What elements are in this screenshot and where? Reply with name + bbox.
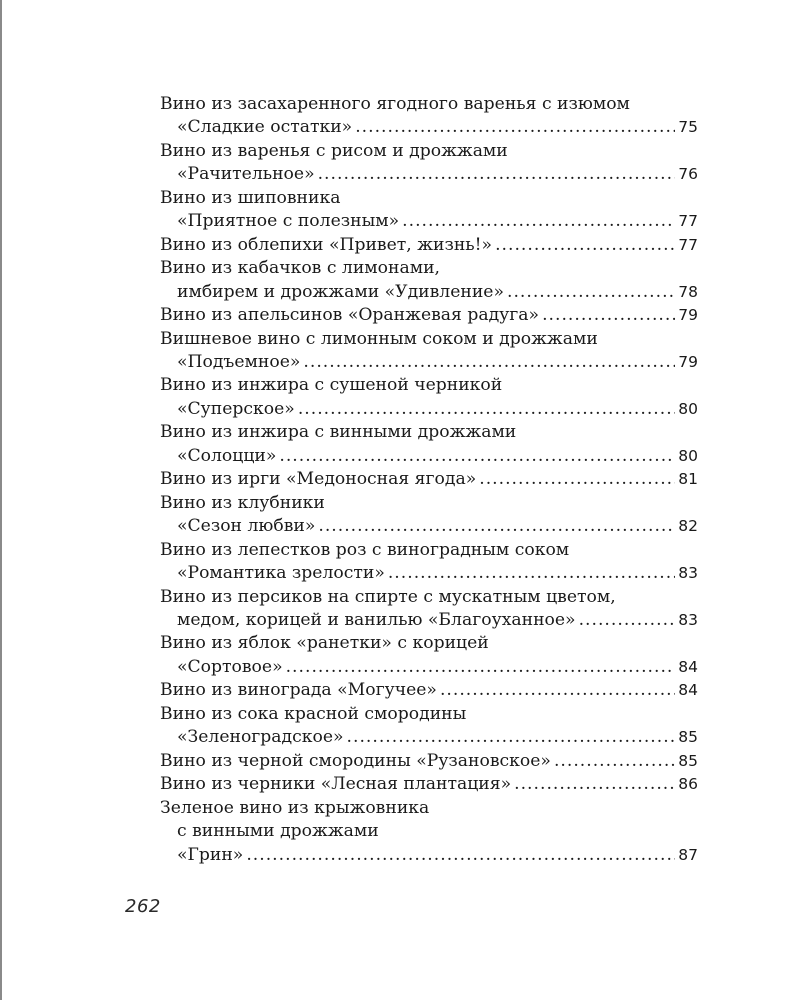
leader-dots [554,750,675,773]
toc-page-number: 87 [678,845,698,864]
toc-entry-title: «Зеленоградское» [177,727,344,748]
toc-entry-final-line [160,281,698,304]
toc-entry [160,797,698,867]
toc-entry-title: «Рачительное» [177,164,315,185]
leader-dots [246,844,675,867]
toc-page-number: 85 [678,751,698,770]
toc-entry [160,234,698,257]
toc-entry-final-line [160,398,698,421]
toc-entry-title: Вино из черной смородины «Рузановское» [160,750,551,771]
toc-entry-title: «Сезон любви» [177,516,316,537]
toc-entry-final-line [160,726,698,749]
toc-entry [160,140,698,187]
toc-entry-line: Зеленое вино из крыжовника [160,797,430,818]
toc-entry-final-line [160,210,698,233]
toc-entry-line: Вино из шиповника [160,187,341,208]
toc-entry-final-line [160,609,698,632]
toc-page-number: 82 [678,517,698,536]
toc-entry-final-line [160,562,698,585]
toc-entry [160,187,698,234]
toc-entry [160,703,698,750]
page-number: 262 [125,896,161,917]
toc-entry-title: Вино из апельсинов «Оранжевая радуга» [160,305,540,326]
toc-entry-final-line [160,304,698,327]
leader-dots [388,562,675,585]
toc-entry [160,93,698,140]
toc-entry-line: Вино из сока красной смородины [160,703,467,724]
toc-entry [160,304,698,327]
toc-entry-line: Вино из кабачков с лимонами, [160,258,440,279]
toc-entry-line: Вино из яблок «ранетки» с корицей [160,633,489,654]
toc-page-number: 84 [678,657,698,676]
toc-entry-final-line [160,468,698,491]
toc-page-number: 78 [678,282,698,301]
toc-page-number: 79 [678,306,698,325]
toc-page-number: 77 [678,212,698,231]
toc-entry [160,632,698,679]
toc-entry [160,679,698,702]
toc-entry-title: Вино из ирги «Медоносная ягода» [160,469,477,490]
toc-entry-title: «Суперское» [177,398,295,419]
toc-entry [160,750,698,773]
leader-dots [440,679,675,702]
leader-dots [579,609,675,632]
toc-page-number: 77 [678,235,698,254]
toc-entry [160,773,698,796]
toc-entry-line: Вино из лепестков роз с виноградным соком [160,539,570,560]
toc-entry-title: «Грин» [177,844,244,865]
leader-dots [495,234,675,257]
leader-dots [303,351,675,374]
toc-entry-line: Вино из инжира с сушеной черникой [160,375,503,396]
toc-entry [160,492,698,539]
leader-dots [355,116,675,139]
toc-entry-title: «Сладкие остатки» [177,117,353,138]
toc-entry-title: «Сортовое» [177,656,283,677]
leader-dots [507,281,675,304]
leader-dots [318,163,675,186]
toc-page-number: 80 [678,399,698,418]
table-of-contents [160,93,698,867]
toc-entry-final-line [160,844,698,867]
toc-page-number: 84 [678,681,698,700]
leader-dots [514,773,675,796]
page-edge-rule [0,0,2,1000]
toc-entry-final-line [160,515,698,538]
toc-page-number: 76 [678,165,698,184]
toc-entry-final-line [160,445,698,468]
toc-entry-line: Вино из персиков на спирте с мускатным цветом, [160,586,616,607]
toc-entry-line: Вишневое вино с лимонным соком и дрожжами [160,328,598,349]
toc-entry-final-line [160,116,698,139]
toc-entry-final-line [160,656,698,679]
leader-dots [286,656,675,679]
toc-entry [160,421,698,468]
toc-page-number: 83 [678,610,698,629]
toc-entry [160,468,698,491]
toc-entry [160,374,698,421]
toc-entry-final-line [160,773,698,796]
leader-dots [542,304,675,327]
leader-dots [279,445,675,468]
toc-entry-final-line [160,679,698,702]
toc-entry-line: Вино из засахаренного ягодного варенья с изюмом [160,94,630,114]
toc-entry-line: с винными дрожжами [177,821,379,842]
leader-dots [318,515,675,538]
toc-entry-title: «Подъемное» [177,351,301,372]
toc-page-number: 75 [678,118,698,137]
toc-entry-final-line [160,234,698,257]
toc-entry-title: медом, корицей и ванилью «Благоуханное» [177,609,576,630]
leader-dots [347,726,675,749]
toc-page-number: 81 [678,470,698,489]
toc-entry-title: «Романтика зрелости» [177,563,385,584]
toc-entry [160,586,698,633]
toc-page-number: 86 [678,775,698,794]
toc-entry-final-line [160,351,698,374]
leader-dots [298,398,675,421]
toc-entry [160,539,698,586]
toc-entry-line: Вино из варенья с рисом и дрожжами [160,140,508,161]
toc-entry-title: «Солоцци» [177,445,277,466]
leader-dots [402,210,675,233]
toc-entry-final-line [160,163,698,186]
toc-entry-line: Вино из инжира с винными дрожжами [160,422,517,443]
leader-dots [479,468,675,491]
toc-entry-title: Вино из черники «Лесная плантация» [160,774,512,795]
toc-entry-final-line [160,750,698,773]
toc-entry [160,257,698,304]
toc-page-number: 79 [678,352,698,371]
toc-entry-title: Вино из винограда «Могучее» [160,680,437,701]
toc-page-number: 83 [678,564,698,583]
toc-entry-line: Вино из клубники [160,492,325,513]
toc-entry-title: имбирем и дрожжами «Удивление» [177,281,504,302]
toc-page-number: 85 [678,728,698,747]
toc-entry-title: Вино из облепихи «Привет, жизнь!» [160,234,493,255]
toc-page-number: 80 [678,446,698,465]
toc-entry [160,328,698,375]
toc-entry-title: «Приятное с полезным» [177,211,400,232]
